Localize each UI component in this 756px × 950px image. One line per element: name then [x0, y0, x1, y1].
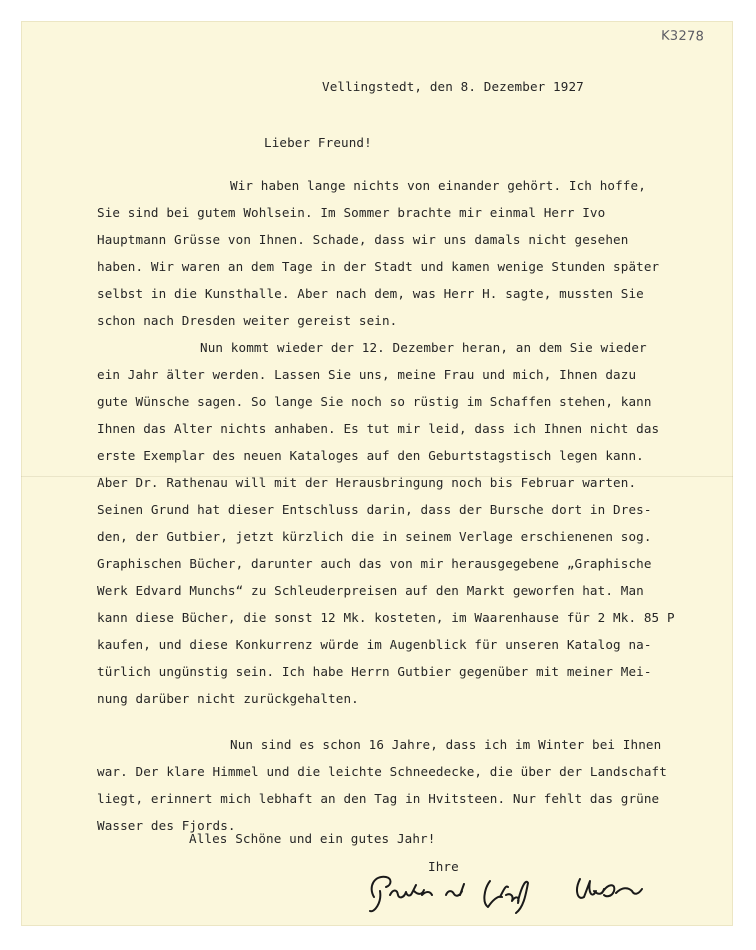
letter-line: haben. Wir waren an dem Tage in der Stadt und kamen wenige Stunden später: [97, 259, 660, 274]
letter-line: schon nach Dresden weiter gereist sein.: [97, 313, 398, 328]
letter-line: Werk Edvard Munchs“ zu Schleuderpreisen auf den Markt geworfen hat. Man: [97, 583, 644, 598]
letter-line: nung darüber nicht zurückgehalten.: [97, 691, 359, 706]
letter-line: Nun kommt wieder der 12. Dezember heran, an dem Sie wieder: [200, 340, 647, 355]
salutation: Lieber Freund!: [264, 135, 372, 150]
letter-line: türlich ungünstig sein. Ich habe Herrn Gutbier gegenüber mit meiner Mei-: [97, 664, 652, 679]
letter-line: kaufen, und diese Konkurrenz würde im Augenblick für unseren Katalog na-: [97, 637, 652, 652]
letter-line: Aber Dr. Rathenau will mit der Herausbringung noch bis Februar warten.: [97, 475, 637, 490]
letter-page: [21, 21, 733, 926]
letter-line: Seinen Grund hat dieser Entschluss darin, dass der Bursche dort in Dres-: [97, 502, 652, 517]
valediction: Ihre: [428, 859, 459, 874]
closing-line: Alles Schöne und ein gutes Jahr!: [189, 831, 436, 846]
letter-line: liegt, erinnert mich lebhaft an den Tag in Hvitsteen. Nur fehlt das grüne: [97, 791, 660, 806]
letter-line: Wasser des Fjords.: [97, 818, 236, 833]
letter-line: ein Jahr älter werden. Lassen Sie uns, meine Frau und mich, Ihnen dazu: [97, 367, 637, 382]
letter-line: erste Exemplar des neuen Kataloges auf den Geburtstagstisch legen kann.: [97, 448, 644, 463]
archive-reference: K3278: [660, 28, 705, 45]
letter-line: Ihnen das Alter nichts anhaben. Es tut mir leid, dass ich Ihnen nicht das: [97, 421, 660, 436]
letter-line: kann diese Bücher, die sonst 12 Mk. kosteten, im Waarenhause für 2 Mk. 85 P: [97, 610, 675, 625]
letter-line: selbst in die Kunsthalle. Aber nach dem, was Herr H. sagte, mussten Sie: [97, 286, 644, 301]
letter-line: Hauptmann Grüsse von Ihnen. Schade, dass wir uns damals nicht gesehen: [97, 232, 629, 247]
date-line: Vellingstedt, den 8. Dezember 1927: [322, 79, 584, 94]
letter-line: Nun sind es schon 16 Jahre, dass ich im Winter bei Ihnen: [230, 737, 662, 752]
letter-line: Graphischen Bücher, darunter auch das von mir herausgegebene „Graphische: [97, 556, 652, 571]
letter-line: gute Wünsche sagen. So lange Sie noch so rüstig im Schaffen stehen, kann: [97, 394, 652, 409]
paper-fold-line: [21, 476, 733, 477]
letter-line: war. Der klare Himmel und die leichte Schneedecke, die über der Landschaft: [97, 764, 667, 779]
letter-line: den, der Gutbier, jetzt kürzlich die in seinem Verlage erschienenen sog.: [97, 529, 652, 544]
handwritten-signature: [366, 869, 666, 915]
letter-line: Sie sind bei gutem Wohlsein. Im Sommer brachte mir einmal Herr Ivo: [97, 205, 606, 220]
letter-line: Wir haben lange nichts von einander gehört. Ich hoffe,: [230, 178, 646, 193]
